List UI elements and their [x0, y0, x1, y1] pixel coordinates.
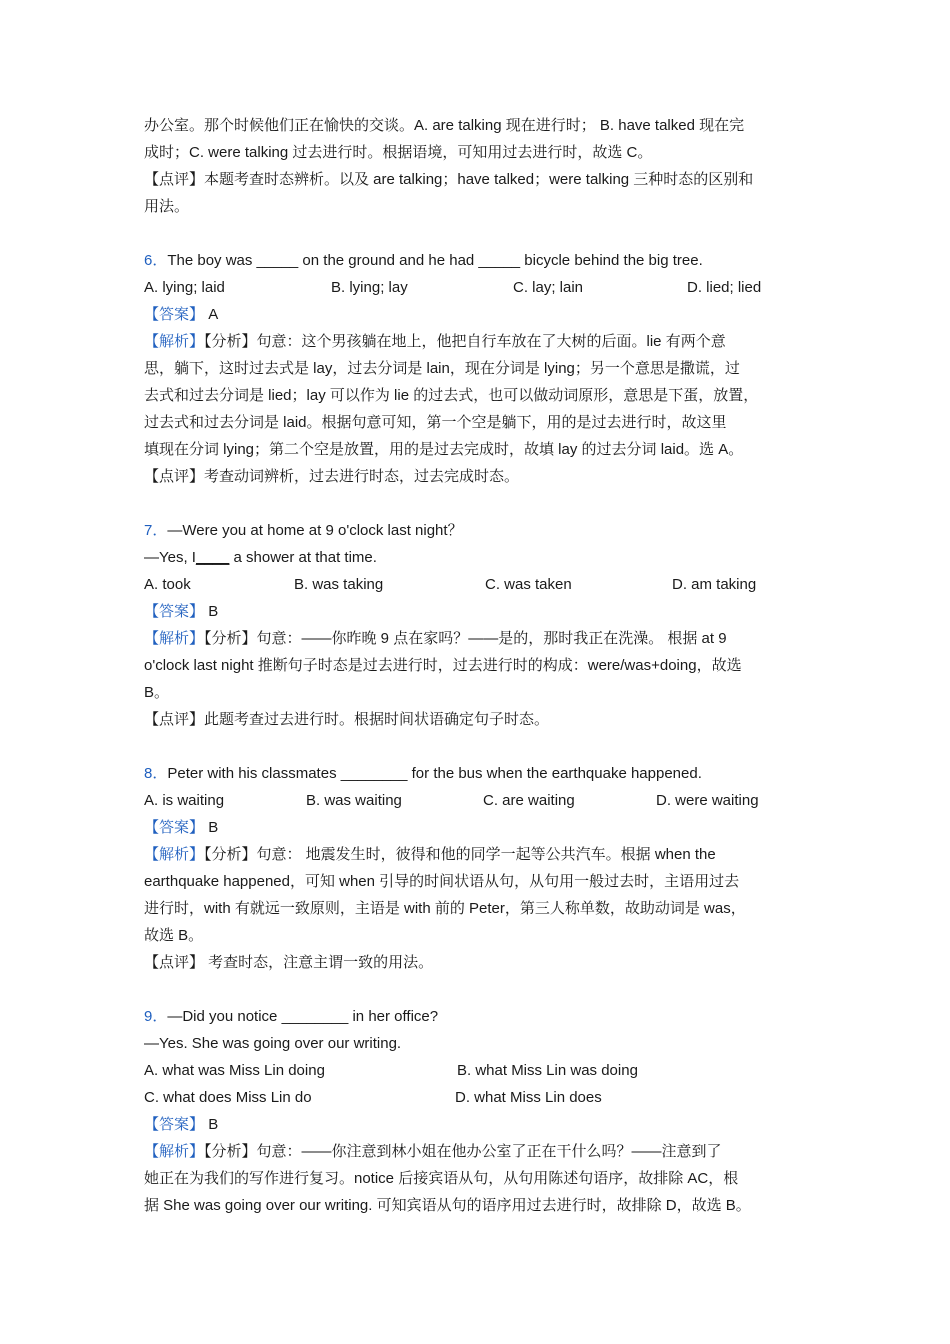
analysis-text: 过去式和过去分词是 laid。根据句意可知，第一个空是躺下，用的是过去进行时，故这里	[144, 414, 727, 431]
analysis-text: 思，躺下，这时过去式是 lay，过去分词是 lain，现在分词是 lying；另一个意思是撒谎，过	[144, 360, 740, 377]
analysis-text: earthquake happened，可知 when 引导的时间状语从句，从句用一般过去时，主语用过去	[144, 873, 740, 890]
question-number: 9．	[144, 1008, 168, 1025]
answer-tag: 【答案】	[144, 819, 205, 836]
analysis-text: 进行时，with 有就远一致原则，主语是 with 前的 Peter，第三人称单数，故助动词是 was，	[144, 900, 746, 917]
carry-line: 办公室。那个时候他们正在愉快的交谈。A. are talking 现在进行时； B. have talked 现在完	[144, 117, 745, 134]
question-text: —Did you notice ________ in her office?	[167, 1008, 439, 1025]
question-text: The boy was _____ on the ground and he had _____ bicycle behind the big tree.	[167, 252, 703, 269]
analysis-tag: 【解析】	[144, 630, 205, 647]
analysis-text: 【分析】句意：——你注意到林小姐在他办公室了正在干什么吗？——注意到了	[204, 1143, 722, 1160]
analysis-text: B。	[144, 684, 170, 701]
answer-tag: 【答案】	[144, 306, 205, 323]
carry-comment: 【点评】本题考查时态辨析。以及 are talking；have talked；were talking 三种时态的区别和	[144, 171, 754, 188]
answer-tag: 【答案】	[144, 603, 205, 620]
analysis-tag: 【解析】	[144, 333, 205, 350]
analysis-text: 故选 B。	[144, 927, 204, 944]
analysis-line	[144, 845, 716, 865]
answer-blank: ____	[195, 549, 230, 566]
analysis-line	[144, 332, 726, 352]
question-number: 7．	[144, 522, 168, 539]
answer-value: B	[208, 1116, 219, 1133]
reply-text: —Yes, I	[144, 549, 196, 566]
answer-line	[144, 602, 218, 622]
question-number: 8．	[144, 765, 168, 782]
option-d: D. were waiting	[656, 792, 759, 809]
analysis-tag: 【解析】	[144, 846, 205, 863]
option-a: A. what was Miss Lin doing	[144, 1062, 325, 1079]
question-7-stem	[144, 521, 463, 541]
question-text: Peter with his classmates ________ for the bus when the earthquake happened.	[167, 765, 702, 782]
option-b: B. was taking	[294, 576, 384, 593]
answer-value: B	[208, 603, 219, 620]
option-b: B. was waiting	[306, 792, 402, 809]
answer-line	[144, 1115, 218, 1135]
analysis-text: 据 She was going over our writing. 可知宾语从句的语序用过去进行时，故排除 D，故选 B。	[144, 1197, 751, 1214]
comment-line: 【点评】 考查时态，注意主谓一致的用法。	[144, 954, 434, 971]
reply-text: a shower at that time.	[229, 549, 377, 566]
analysis-text: 填现在分词 lying；第二个空是放置，用的是过去完成时，故填 lay 的过去分词 laid。选 A。	[144, 441, 744, 458]
question-number: 6．	[144, 252, 168, 269]
analysis-text: 去式和过去分词是 lied；lay 可以作为 lie 的过去式，也可以做动词原形，意思是下蛋，放置，	[144, 387, 759, 404]
analysis-line	[144, 629, 727, 649]
option-d: D. am taking	[672, 576, 757, 593]
question-9-reply: —Yes. She was going over our writing.	[144, 1035, 402, 1052]
answer-value: B	[208, 819, 219, 836]
carry-line: 成时；C. were talking 过去进行时。根据语境，可知用过去进行时，故选 C。	[144, 144, 653, 161]
option-a: A. took	[144, 576, 191, 593]
question-6-stem	[144, 251, 703, 271]
comment-line: 【点评】此题考查过去进行时。根据时间状语确定句子时态。	[144, 711, 550, 728]
analysis-text: 她正在为我们的写作进行复习。notice 后接宾语从句，从句用陈述句语序，故排除 AC，根	[144, 1170, 739, 1187]
option-b: B. lying; lay	[331, 279, 408, 296]
analysis-tag: 【解析】	[144, 1143, 205, 1160]
option-c: C. what does Miss Lin do	[144, 1089, 312, 1106]
option-b: B. what Miss Lin was doing	[457, 1062, 638, 1079]
option-c: C. are waiting	[483, 792, 575, 809]
question-text: —Were you at home at 9 o'clock last night？	[167, 522, 463, 539]
analysis-text: o'clock last night 推断句子时态是过去进行时，过去进行时的构成：were/was+doing，故选	[144, 657, 742, 674]
comment-line: 【点评】考查动词辨析，过去进行时态，过去完成时态。	[144, 468, 520, 485]
option-d: D. lied; lied	[687, 279, 762, 296]
option-d: D. what Miss Lin does	[455, 1089, 602, 1106]
answer-tag: 【答案】	[144, 1116, 205, 1133]
analysis-text: 【分析】句意：这个男孩躺在地上，他把自行车放在了大树的后面。lie 有两个意	[204, 333, 726, 350]
analysis-text: 【分析】句意： 地震发生时，彼得和他的同学一起等公共汽车。根据 when the	[204, 846, 716, 863]
analysis-text: 【分析】句意：——你昨晚 9 点在家吗？——是的，那时我正在洗澡。 根据 at 9	[204, 630, 727, 647]
option-a: A. is waiting	[144, 792, 225, 809]
answer-line	[144, 818, 218, 838]
option-a: A. lying; laid	[144, 279, 225, 296]
carry-line: 用法。	[144, 198, 190, 215]
answer-value: A	[208, 306, 219, 323]
question-9-stem	[144, 1007, 438, 1027]
question-8-stem	[144, 764, 702, 784]
option-c: C. was taken	[485, 576, 572, 593]
option-c: C. lay; lain	[513, 279, 584, 296]
answer-line	[144, 305, 218, 325]
question-7-reply	[144, 548, 377, 568]
analysis-line	[144, 1142, 722, 1162]
